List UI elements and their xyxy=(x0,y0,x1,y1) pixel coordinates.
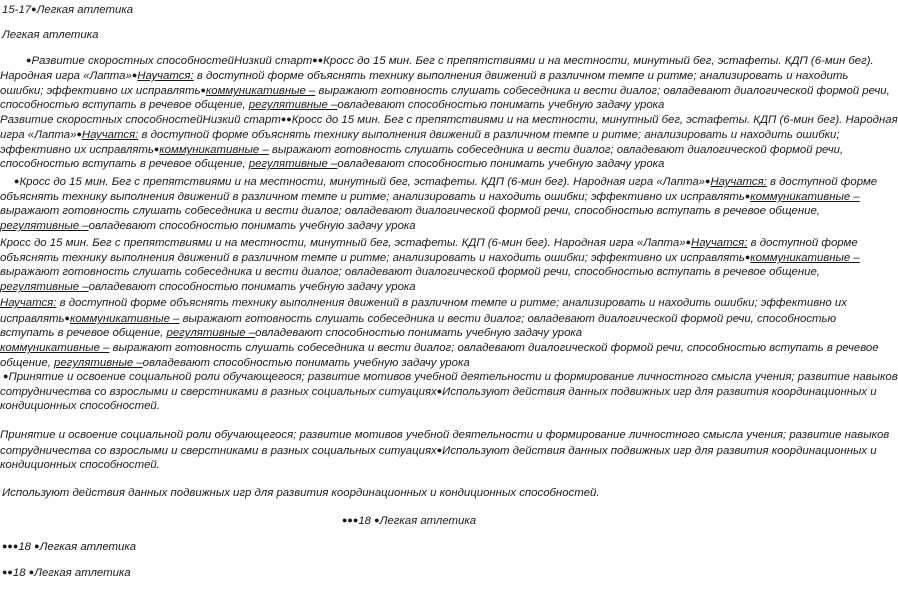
bullet-icon: ●● xyxy=(312,55,324,65)
bullet-icon: ● xyxy=(705,176,711,186)
bullet-icon: ● xyxy=(685,237,691,247)
heading-number: 15-17 xyxy=(2,4,32,16)
bullet-icon: ●●● xyxy=(2,541,19,551)
bullet-icon: ● xyxy=(153,144,160,154)
bullet-icon: ●●● xyxy=(342,515,359,525)
paragraph-7: ●Принятие и освоение социальной роли обучающегося; развитие мотивов учебной деятельности и формирование личностного смысла учения; развитие навыков сотрудничества со взрослыми и сверстниками в разных социальных ситуациях●Используют действия данных подвижных игр для развития координационных и кондиционных способностей. xyxy=(0,371,898,412)
bullet-icon: ● xyxy=(436,445,443,455)
paragraph-1: ●Развитие скоростных способностейНизкий старт●●Кросс до 15 мин. Бег с препятствиями и на местности, минутный бег, эстафеты. КДП (6-мин бег). Народная игра «Лапта»●Научатся: в доступной форме объяснять технику выполнения движений в различном темпе и ритме; анализировать и находить ошибки; эффективно их исправлять●коммуникативные – выражают готовность слушать собеседника и вести диалог; овладевают диалогической формой речи, способностью вступать в речевое общение, регулятивные –овладевают способностью понимать учебную задачу урока xyxy=(0,55,890,111)
paragraph-5: Научатся: в доступной форме объяснять технику выполнения движений в различном темпе и ритме; анализировать и находить ошибки; эффективно их исправлять●коммуникативные – выражают готовность слушать собеседника и вести диалог; овладевают диалогической формой речи, способностью вступать в речевое общение, регулятивные –овладевают способностью понимать учебную задачу урока xyxy=(0,297,847,339)
bullet-icon: ● xyxy=(200,85,206,95)
paragraph-3: ●Кросс до 15 мин. Бег с препятствиями и на местности, минутный бег, эстафеты. КДП (6-мин бег). Народная игра «Лапта»●Научатся: в доступной форме объяснять технику выполнения движений в различном темпе и ритме; анализировать и находить ошибки; эффективно их исправлять●коммуникативные – выражают готовность слушать собеседника и вести диалог; овладевают диалогической формой речи, способностью вступать в речевое общение, регулятивные –овладевают способностью понимать учебную задачу урока xyxy=(0,176,878,232)
bullet-icon: ● xyxy=(14,176,20,186)
footer-line-1: ●●●18 ●Легкая атлетика xyxy=(342,515,477,527)
bullet-icon: ● xyxy=(744,252,751,262)
bullet-icon: ● xyxy=(3,371,9,381)
bullet-icon: ● xyxy=(131,70,138,80)
bullet-icon: ●● xyxy=(2,567,13,577)
paragraph-8: Принятие и освоение социальной роли обучающегося; развитие мотивов учебной деятельности и формирование личностного смысла учения; развитие навыков сотрудничества со взрослыми и сверстниками в разных социальных ситуациях●Используют действия данных подвижных игр для развития координационных и кондиционных способностей. xyxy=(0,429,890,471)
paragraph-2: Развитие скоростных способностейНизкий старт●●Кросс до 15 мин. Бег с препятствиями и на местности, минутный бег, эстафеты. КДП (6-мин бег). Народная игра «Лапта»●Научатся: в доступной форме объяснять технику выполнения движений в различном темпе и ритме; анализировать и находить ошибки; эффективно их исправлять●коммуникативные – выражают готовность слушать собеседника и вести диалог; овладевают диалогической формой речи, способностью вступать в речевое общение, регулятивные –овладевают способностью понимать учебную задачу урока xyxy=(0,114,898,170)
bullet-icon: ● xyxy=(31,4,37,14)
heading-sport: Легкая атлетика xyxy=(36,4,134,16)
bullet-icon: ● xyxy=(436,386,443,396)
bullet-icon: ● xyxy=(744,191,751,201)
bullet-icon: ● xyxy=(64,313,70,323)
bullet-icon: ● xyxy=(34,541,40,551)
paragraph-4: Кросс до 15 мин. Бег с препятствиями и на местности, минутный бег, эстафеты. КДП (6-мин бег). Народная игра «Лапта»●Научатся: в доступной форме объяснять технику выполнения движений в различном темпе и ритме; анализировать и находить ошибки; эффективно их исправлять●коммуникативные – выражают готовность слушать собеседника и вести диалог; овладевают диалогической формой речи, способностью вступать в речевое общение, регулятивные –овладевают способностью понимать учебную задачу урока xyxy=(0,237,860,293)
paragraph-6: коммуникативные – выражают готовность слушать собеседника и вести диалог; овладевают диалогической формой речи, способностью вступать в речевое общение, регулятивные –овладевают способностью понимать учебную задачу урока xyxy=(0,342,879,369)
bullet-icon: ● xyxy=(76,129,82,139)
heading-line xyxy=(2,2,133,17)
bullet-icon: ● xyxy=(374,515,380,525)
bullet-icon: ● xyxy=(28,567,35,577)
bullet-icon: ●● xyxy=(280,114,292,124)
footer-line-2: ●●●18 ●Легкая атлетика xyxy=(2,541,137,553)
paragraph-9: Используют действия данных подвижных игр для развития координационных и кондиционных способностей. xyxy=(2,487,600,499)
subheading: Легкая атлетика xyxy=(2,29,99,41)
footer-line-3: ●●18 ●Легкая атлетика xyxy=(2,567,131,579)
bullet-icon: ● xyxy=(26,55,32,65)
